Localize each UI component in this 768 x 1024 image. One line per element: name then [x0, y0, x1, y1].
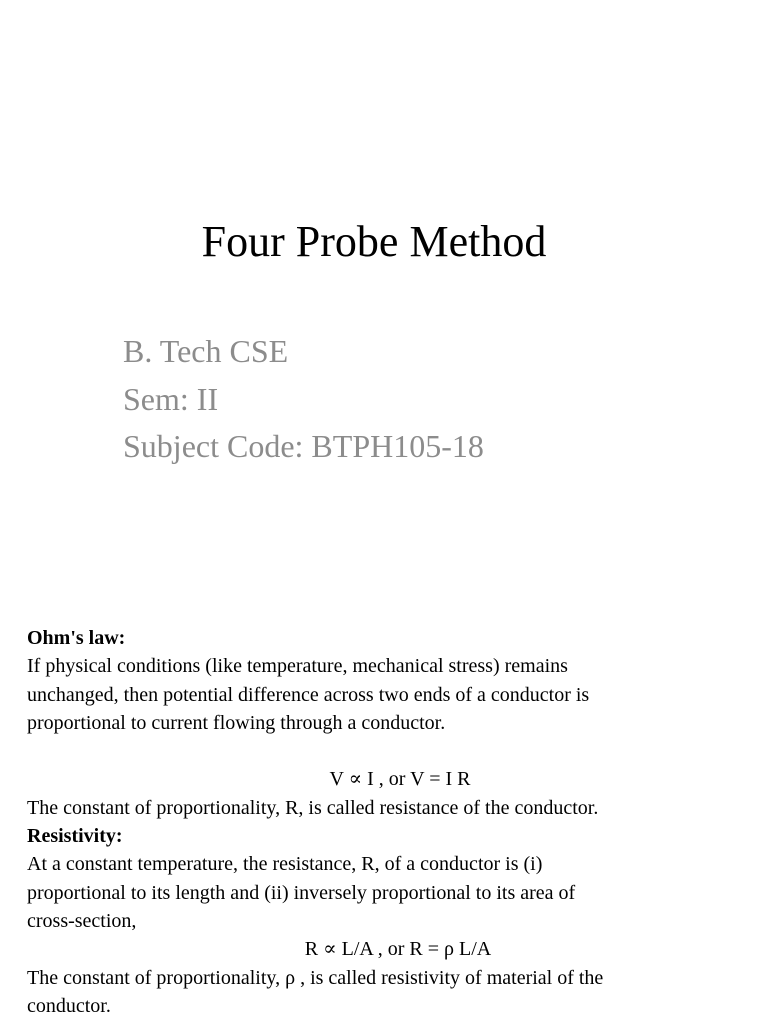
- ohms-law-formula: V ∝ I , or V = I R: [329, 768, 471, 791]
- subtitle-block: [123, 328, 484, 471]
- resistivity-heading: Resistivity:: [27, 825, 123, 848]
- ohms-law-text-line: unchanged, then potential difference across two ends of a conductor is: [27, 683, 590, 706]
- subject-code-line: Subject Code: BTPH105-18: [123, 428, 484, 464]
- slide-title: Four Probe Method: [201, 217, 547, 266]
- semester-line: Sem: II: [123, 380, 219, 417]
- resistivity-text-line: proportional to its length and (ii) inversely proportional to its area of: [27, 881, 576, 904]
- ohms-law-text-line: proportional to current flowing through a conductor.: [27, 711, 446, 734]
- resistivity-formula: R ∝ L/A , or R = ρ L/A: [304, 938, 492, 961]
- resistivity-text-line: At a constant temperature, the resistance, R, of a conductor is (i): [27, 853, 543, 876]
- ohms-law-text-line: If physical conditions (like temperature, mechanical stress) remains: [27, 655, 568, 678]
- notes-section: [27, 624, 747, 1020]
- ohms-law-heading: Ohm's law:: [27, 627, 126, 649]
- resistivity-text-line: cross-section,: [27, 909, 137, 932]
- resistivity-definition-line: conductor.: [27, 994, 111, 1017]
- resistivity-definition-line: The constant of proportionality, ρ , is called resistivity of material of the: [27, 966, 604, 989]
- spacer: [27, 737, 747, 765]
- course-line: B. Tech CSE: [123, 333, 289, 369]
- resistance-definition: The constant of proportionality, R, is called resistance of the conductor.: [27, 796, 599, 819]
